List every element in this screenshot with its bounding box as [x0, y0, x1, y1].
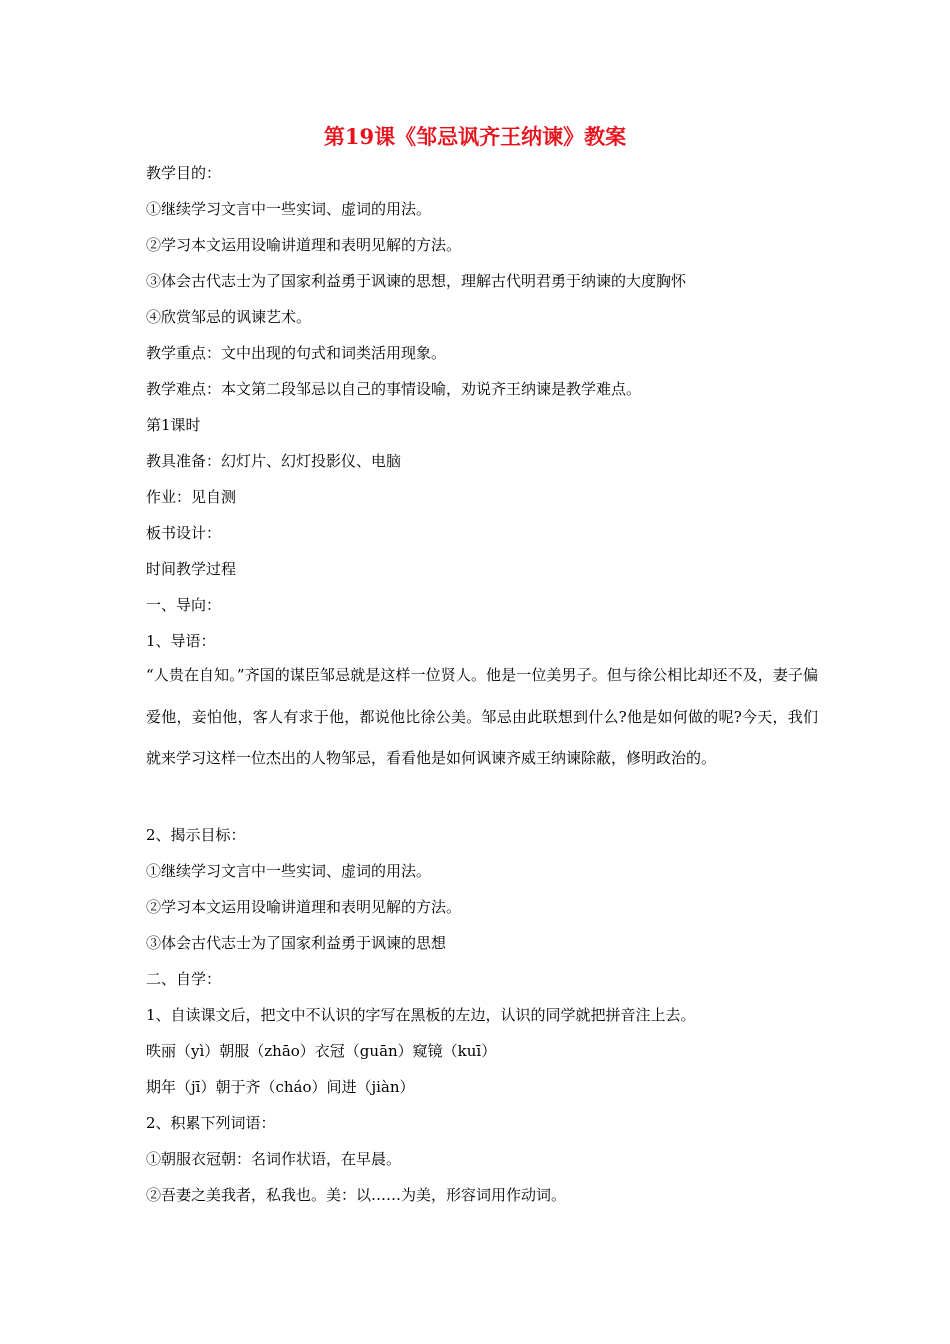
goal-item: ④欣赏邹忌的讽谏艺术。	[146, 308, 312, 326]
goal-item: ②学习本文运用设喻讲道理和表明见解的方法。	[146, 236, 462, 254]
goal-item: ③体会古代志士为了国家利益勇于讽谏的思想，理解古代明君勇于纳谏的大度胸怀	[146, 272, 687, 290]
homework: 作业：见自测	[146, 488, 237, 506]
section-heading: 一、导向：	[146, 596, 222, 614]
vocab-heading: 2、积累下列词语：	[146, 1114, 276, 1132]
section-heading: 二、自学：	[146, 970, 222, 988]
target-item: ③体会古代志士为了国家利益勇于讽谏的思想	[146, 934, 447, 952]
vocab-item: ①朝服衣冠朝：名词作状语，在早晨。	[146, 1150, 402, 1168]
goals-heading: 教学目的：	[146, 164, 222, 182]
document-title: 第19课《邹忌讽齐王纳谏》教案	[323, 124, 627, 149]
target-item: ②学习本文运用设喻讲道理和表明见解的方法。	[146, 898, 462, 916]
goal-item: ①继续学习文言中一些实词、虚词的用法。	[146, 200, 432, 218]
target-item: ①继续学习文言中一些实词、虚词的用法。	[146, 862, 432, 880]
vocab-item: ②吾妻之美我者，私我也。美：以……为美，形容词用作动词。	[146, 1186, 567, 1204]
difficulty: 教学难点：本文第二段邹忌以自己的事情设喻，劝说齐王纳谏是教学难点。	[146, 380, 642, 398]
intro-paragraph: “人贵在自知。”齐国的谋臣邹忌就是这样一位贤人。他是一位美男子。但与徐公相比却还不及，妻子偏爱他，妾怕他，客人有求于他，都说他比徐公美。邹忌由此联想到什么?他是如何做的呢?今天，我们就来学习这样一位杰出的人物邹忌，看看他是如何讽谏齐威王纳谏除蔽，修明政治的。	[146, 666, 818, 767]
lesson-period: 第1课时	[146, 416, 201, 434]
pinyin-line: 期年（jī）朝于齐（cháo）间进（jiàn）	[146, 1078, 415, 1096]
intro-heading: 1、导语：	[146, 632, 216, 650]
process-heading: 时间教学过程	[146, 560, 237, 578]
targets-heading: 2、揭示目标：	[146, 826, 246, 844]
key-point: 教学重点：文中出现的句式和词类活用现象。	[146, 344, 447, 362]
teaching-tools: 教具准备：幻灯片、幻灯投影仪、电脑	[146, 452, 402, 470]
pinyin-line: 昳丽（yì）朝服（zhāo）衣冠（guān）窥镜（kuī）	[146, 1042, 497, 1060]
board-design: 板书设计：	[146, 524, 222, 542]
self-study-step: 1、自读课文后，把文中不认识的字写在黑板的左边，认识的同学就把拼音注上去。	[146, 1006, 696, 1024]
